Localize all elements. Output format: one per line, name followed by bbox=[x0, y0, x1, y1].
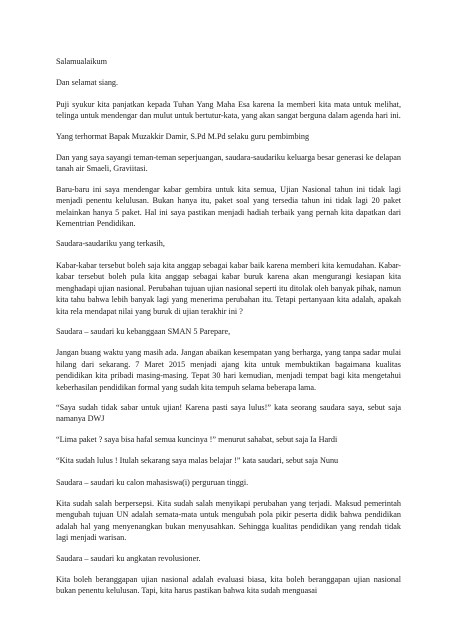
paragraph-good-news: Baru-baru ini saya mendengar kabar gembira untuk kita semua, Ujian Nasional tahun ini tidak lagi menjadi penentu kelulusan. Bukan hanya itu, paket soal yang tersedia tahun ini tidak lagi 20 paket melainkan hanya 5 paket. Hal ini saya pastikan menjadi hadiah terbaik yang pernah kita dapatkan dari Kementrian Pendidikan. bbox=[56, 184, 401, 229]
paragraph-gratitude: Puji syukur kita panjatkan kepada Tuhan Yang Maha Esa karena Ia memberi kita mata untuk melihat, telinga untuk mendengar dan mulut untuk bertutur-kata, yang akan sangat berguna dalam agenda hari ini. bbox=[56, 99, 401, 121]
greeting-afternoon: Dan selamat siang. bbox=[56, 78, 119, 88]
paragraph-wrong-perception: Kita sudah salah berpersepsi. Kita sudah salah menyikapi perubahan yang terjadi. Maksud pemerintah mengubah tujuan UN adalah semata-mata untuk mengubah pola pikir peserta didik bahwa pendidikan adalah hal yang menyenangkan bukan menyusahkan. Sehingga kualitas pendidikan yang rendah tidak lagi menjadi warisan. bbox=[56, 498, 401, 543]
paragraph-dear-friends: Dan yang saya sayangi teman-teman seperjuangan, saudara-saudariku keluarga besar generasi ke delapan tanah air Smaeli, Graviitasi. bbox=[56, 153, 401, 174]
greeting-salutation: Salamualaikum bbox=[56, 57, 107, 66]
paragraph-beloved-siblings: Saudara-saudariku yang terkasih, bbox=[56, 239, 165, 249]
quote-hardi: “Lima paket ? saya bisa hafal semua kuncinya !” menurut sahabat, sebut saja Ia Hardi bbox=[56, 434, 338, 444]
paragraph-future-students: Saudara – saudari ku calon mahasiswa(i) perguruan tinggi. bbox=[56, 477, 249, 487]
paragraph-honored-teacher: Yang terhormat Bapak Muzakkir Damir, S.Pd M.Pd selaku guru pembimbing bbox=[56, 131, 310, 141]
quote-dwj: “Saya sudah tidak sabar untuk ujian! Karena pasti saya lulus!” kata seorang saudara saya, sebut saja namanya DWJ bbox=[56, 402, 401, 424]
paragraph-good-or-bad-news: Kabar-kabar tersebut boleh saja kita anggap sebagai kabar baik karena memberi kita kemudahan. Kabar-kabar tersebut boleh pula kita anggap sebagai kabar buruk karena akan mengurangi kesiapan kita menghadapi ujian nasional. Perubahan tujuan ujian nasional seperti itu ditolak oleh banyak pihak, namun kita tahu bahwa lebih banyak lagi yang menerima perubahan itu. Tetapi pertanyaan kita adalah, apakah kita rela mendapat nilai yang buruk di ujian terakhir ini ? bbox=[56, 260, 401, 316]
paragraph-pride-sman5: Saudara – saudari ku kebanggaan SMAN 5 Parepare, bbox=[56, 326, 231, 336]
paragraph-revolutionary-class: Saudara – saudari ku angkatan revolusioner. bbox=[56, 553, 201, 563]
quote-nunu: “Kita sudah lulus ! Itulah sekarang saya malas belajar !” kata saudari, sebut saja Nunu bbox=[56, 456, 339, 466]
paragraph-dont-waste-time: Jangan buang waktu yang masih ada. Jangan abaikan kesempatan yang berharga, yang tanpa sadar mulai hilang dari sekarang. 7 Maret 2015 menjadi ajang kita untuk membuktikan bagaimana kualitas pendidikan kita pribadi masing-masing. Tepat 30 hari kemudian, menjadi tempat bagi kita mengetahui keberhasilan pendidikan formal yang sudah kita tempuh selama beberapa lama. bbox=[56, 348, 401, 392]
paragraph-final-exam-view: Kita boleh beranggapan ujian nasional adalah evaluasi biasa, kita boleh beranggapan ujian nasional bukan penentu kelulusan. Tapi, kita harus pastikan bahwa kita sudah menguasai bbox=[56, 575, 401, 596]
